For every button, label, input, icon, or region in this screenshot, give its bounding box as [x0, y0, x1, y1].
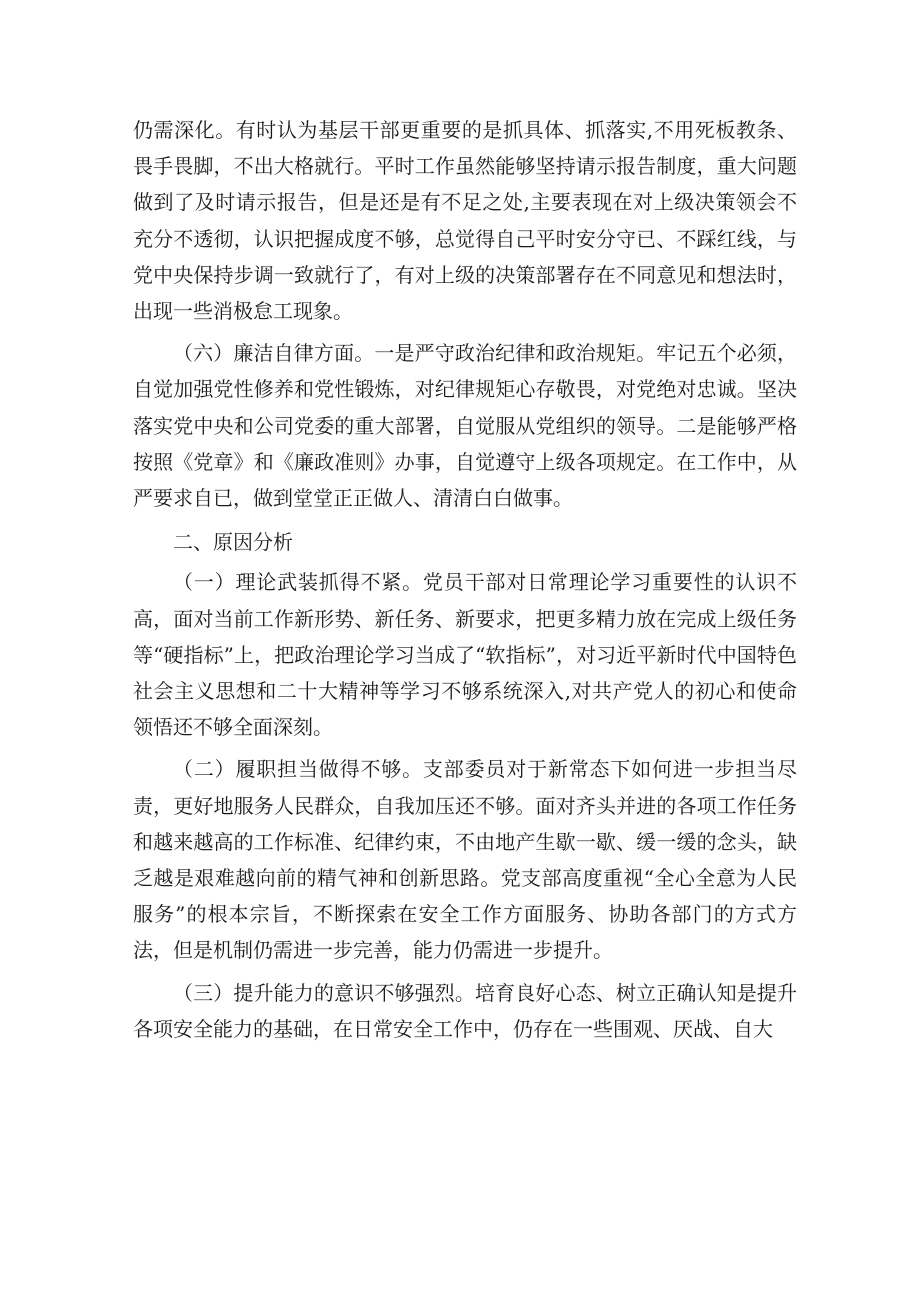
paragraph-capability-awareness: （三）提升能力的意识不够强烈。培育良好心态、树立正确认知是提升各项安全能力的基础，在日常安全工作中，仍存在一些围观、厌战、自大: [133, 980, 797, 1041]
document-body: [133, 112, 797, 1047]
paragraph-theory-study: （一）理论武装抓得不紧。党员干部对日常理论学习重要性的认识不高，面对当前工作新形势、新任务、新要求，把更多精力放在完成上级任务等“硬指标”上，把政治理论学习当成了“软指标”，对习近平新时代中国特色社会主义思想和二十大精神等学习不够系统深入,对共产党人的初心和使命领悟还不够全面深刻。: [133, 570, 797, 740]
paragraph-continued: 仍需深化。有时认为基层干部更重要的是抓具体、抓落实,不用死板教条、畏手畏脚，不出大格就行。平时工作虽然能够坚持请示报告制度，重大问题做到了及时请示报告，但是还是有不足之处,主要表现在对上级决策领会不充分不透彻，认识把握成度不够，总觉得自己平时安分守已、不踩红线，与党中央保持步调一致就行了，有对上级的决策部署存在不同意见和想法时，出现一些消极怠工现象。: [133, 118, 797, 324]
section-heading-cause-analysis: 二、原因分析: [173, 530, 293, 555]
paragraph-duty-responsibility: （二）履职担当做得不够。支部委员对于新常态下如何进一步担当尽责，更好地服务人民群众，自我加压还不够。面对齐头并进的各项工作任务和越来越高的工作标准、纪律约束，不由地产生歇一歇、缓一缓的念头，缺乏越是艰难越向前的精气神和创新思路。党支部高度重视“全心全意为人民服务”的根本宗旨，不断探索在安全工作方面服务、协助各部门的方式方法，但是机制仍需进一步完善，能力仍需进一步提升。: [133, 757, 797, 963]
paragraph-integrity-self-discipline: （六）廉洁自律方面。一是严守政治纪律和政治规矩。牢记五个必须，自觉加强党性修养和党性锻炼，对纪律规矩心存敬畏，对党绝对忠诚。坚决落实党中央和公司党委的重大部署，自觉服从党组织的领导。二是能够严格按照《党章》和《廉政准则》办事，自觉遵守上级各项规定。在工作中，从严要求自已，做到堂堂正正做人、清清白白做事。: [133, 341, 797, 511]
